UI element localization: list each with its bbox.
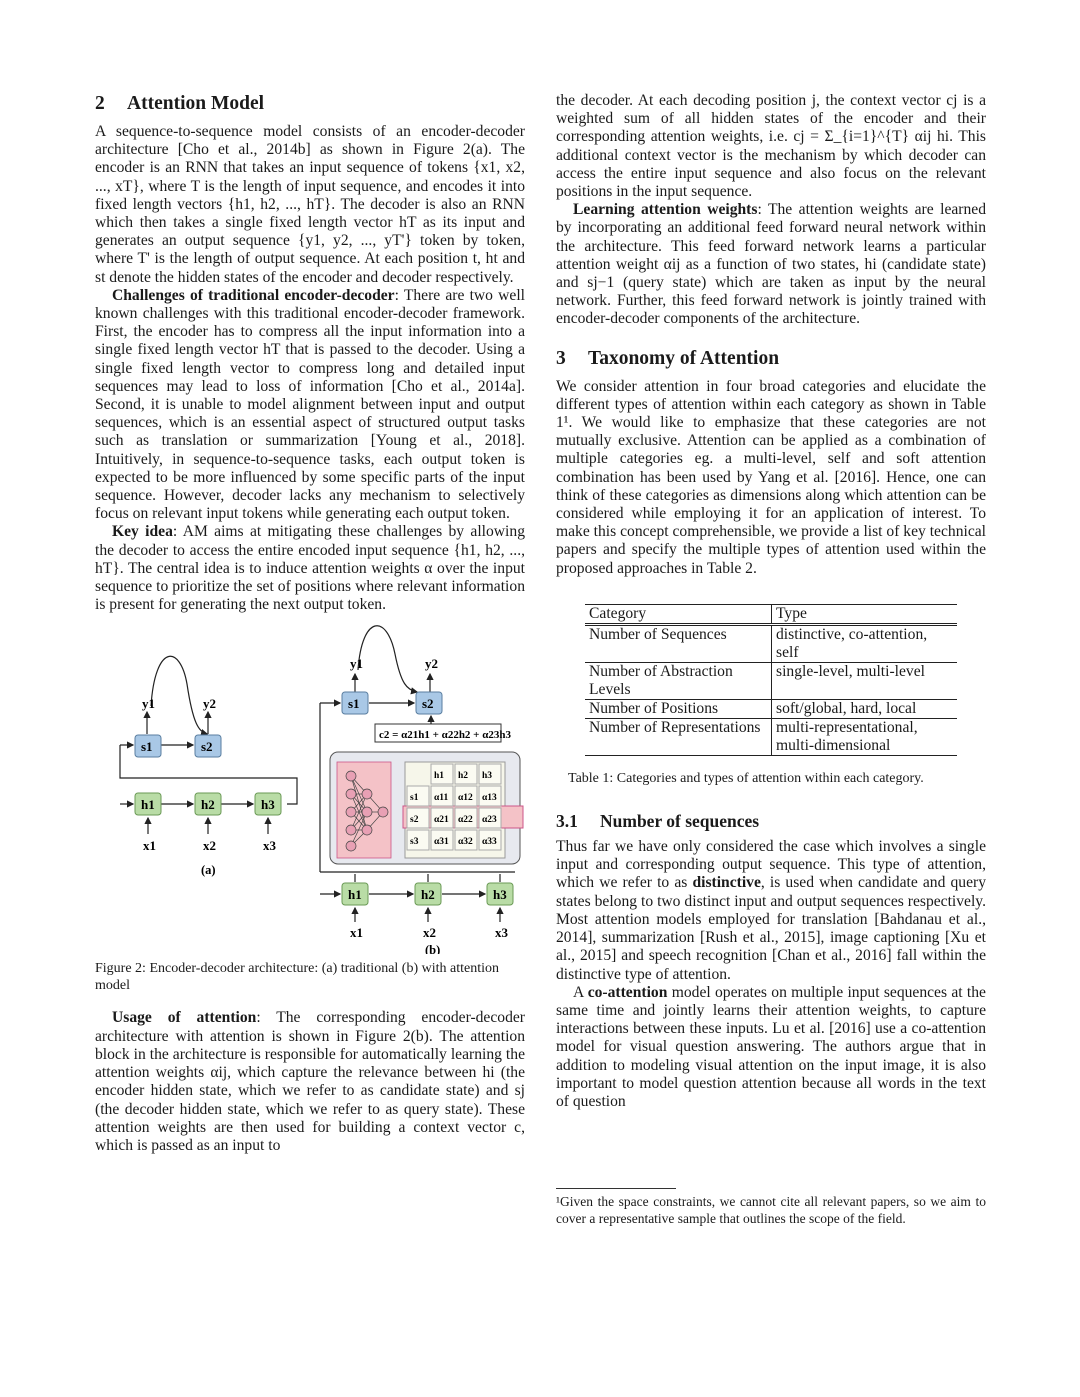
svg-text:h2: h2 [421, 887, 435, 903]
challenges-paragraph: Challenges of traditional encoder-decoder: There are two well known challenges with this traditional encoder-decoder framework. First, the encoder has to compress all the input information into a single fixed length vector hT that is passed to the decoder. Using a single fixed length vector to compress long and detailed input sequences may lead to loss of information [Cho et al., 2014a]. Second, it is unable to model alignment between input and output sequences, which is an essential aspect of structured output tasks such as translation or summarization [Young et al., 2018]. Intuitively, in sequence-to-sequence tasks, each output token is expected to be more influenced by some specific parts of the input sequence. However, decoder lacks any mechanism to selectively focus on relevant input tokens while generating each output token. [95, 286, 525, 523]
matrix-col-header: h3 [482, 771, 493, 782]
matrix-cell: α23 [482, 815, 497, 826]
matrix-cell: α32 [458, 837, 473, 848]
section-2-paragraph-1: A sequence-to-sequence model consists of an encoder-decoder architecture [Cho et al., 2014b] as shown in Figure 2(a). The encoder is an RNN that takes an input sequence of tokens {x1, x2, ..., xT}, where T is the length of input sequence, and encodes it into fixed length vectors {h1, h2, ..., hT}. The decoder is also an RNN which then takes a single fixed length vector hT as its input and generates an output sequence {y1, y2, ..., yT'} token by token, where T' is the length of output sequence. At each position t, ht and st denote the hidden states of the encoder and decoder respectively. [95, 123, 525, 286]
figure-2b-attention [320, 626, 523, 872]
figure-2 [95, 624, 525, 954]
svg-text:x1: x1 [350, 925, 363, 941]
matrix-cell: α22 [458, 815, 473, 826]
table-cell: soft/global, hard, local [772, 699, 958, 718]
matrix-col-header: h2 [458, 771, 469, 782]
svg-text:h1: h1 [141, 797, 155, 813]
matrix-cell: α31 [434, 837, 449, 848]
table-cell: Number of Positions [585, 699, 772, 718]
table-cell: single-level, multi-level [772, 662, 958, 699]
svg-text:s2: s2 [422, 696, 434, 712]
matrix-row-header: s1 [410, 793, 419, 804]
right-column [556, 92, 986, 1111]
key-idea-label: Key idea [112, 523, 173, 541]
table-row [585, 662, 957, 699]
table-1-caption: Table 1: Categories and types of attention within each category. [568, 770, 924, 786]
matrix-cell: α21 [434, 815, 449, 826]
svg-text:y1: y1 [350, 656, 363, 672]
svg-text:h2: h2 [201, 797, 215, 813]
svg-text:x2: x2 [203, 838, 216, 854]
svg-text:h3: h3 [261, 797, 275, 813]
table-header-category: Category [585, 604, 772, 624]
svg-text:y2: y2 [425, 656, 438, 672]
figure-2b-encoder [320, 874, 513, 954]
svg-text:c2 = α21h1 + α22h2 + α23h3: c2 = α21h1 + α22h2 + α23h3 [379, 729, 511, 742]
figure-2-caption: Figure 2: Encoder-decoder architecture: (a) traditional (b) with attention model [95, 961, 499, 994]
table-header-row [585, 604, 957, 624]
svg-text:h3: h3 [493, 887, 507, 903]
table-cell: Number of Sequences [585, 624, 772, 662]
learning-label: Learning attention weights [573, 201, 758, 219]
svg-text:s1: s1 [348, 696, 360, 712]
table-row [585, 718, 957, 755]
svg-text:(a): (a) [201, 863, 216, 878]
figure-2-diagram [95, 624, 525, 954]
distinctive-term: distinctive [692, 874, 761, 892]
left-column [95, 92, 525, 1155]
section-3-1-paragraph-1: Thus far we have only considered the case which involves a single input and corresponding output sequence. This type of attention, which we refer to as distinctive, is used when candidate and query states belong to two distinct input and output sequences respectively. Most attention models employed for translation [Bahdanau et al., 2014], summarization [Rush et al., 2015], image captioning [Xu et al., 2015] and speech recognition [Chan et al., 2016] fall within the distinctive type of attention. [556, 838, 987, 983]
challenges-label: Challenges of traditional encoder-decoder [112, 286, 395, 304]
section-3-paragraph-1: We consider attention in four broad categories and elucidate the different types of attention within each category as shown in Table 1¹. We would like to emphasize that these categories are not mutually exclusive. Attention can be applied as a combination of multiple categories eg. a multi-level, self and soft attention combination has been used by Yang et al. [2016]. Hence, one can think of these categories as dimensions along which attention can be considered while employing it for an application of interest. To make this concept comprehensible, we provide a list of key technical papers and specify the multiple types of attention used within the proposed approaches in Table 2. [556, 377, 986, 577]
svg-text:y2: y2 [203, 696, 216, 712]
table-header-type: Type [772, 604, 958, 624]
table-cell: distinctive, co-attention, self [772, 624, 958, 662]
usage-paragraph: Usage of attention: The corresponding encoder-decoder architecture with attention is shown in Figure 2(b). The attention block in the architecture is responsible for automatically learning the attention weights αij, which capture the relevance between hi (the encoder hidden state, which we refer to as candidate state) and sj (the decoder hidden state, which we refer to as query state). These attention weights are then used for building a context vector c, which is passed as an input to [95, 1009, 525, 1154]
footnote-rule [556, 1188, 676, 1189]
table-cell: multi-representational, multi-dimensional [772, 718, 958, 755]
figure-2a-traditional [120, 657, 297, 878]
svg-text:x1: x1 [143, 838, 156, 854]
matrix-cell: α12 [458, 793, 473, 804]
table-row [585, 699, 957, 718]
section-2-continuation: the decoder. At each decoding position j, the context vector cj is a weighted sum of all hidden states of the encoder and their corresponding attention weights, i.e. cj = Σ_{i=1}^{T} αij hi. This additional context vector is the mechanism by which decoder can access the entire input sequence and also focus on the relevant positions in the input sequence. [556, 92, 986, 201]
svg-text:y1: y1 [142, 696, 155, 712]
usage-label: Usage of attention [112, 1009, 257, 1027]
matrix-row-header: s3 [410, 837, 419, 848]
matrix-cell: α11 [434, 793, 449, 804]
svg-text:x3: x3 [495, 925, 508, 941]
section-2-heading: 2 Attention Model [95, 93, 265, 114]
svg-text:s1: s1 [141, 739, 153, 755]
matrix-row-header: s2 [410, 815, 419, 826]
matrix-cell: α13 [482, 793, 497, 804]
footnote: ¹Given the space constraints, we cannot cite all relevant papers, so we aim to cover a representative sample that outlines the scope of the field. [556, 1188, 986, 1227]
learning-paragraph: Learning attention weights: The attention weights are learned by incorporating an additional feed forward neural network within the architecture. This feed forward network learns a particular attention weight αij as a function of two states, hi (candidate state) and sj−1 (query state) which are taken as input by the neural network. Further, this feed forward network is jointly trained with encoder-decoder components of the architecture. [556, 201, 987, 328]
section-3-1-paragraph-2: A co-attention model operates on multiple input sequences at the same time and jointly learns their attention weights, to capture interactions between these inputs. Lu et al. [2016] use a co-attention model for visual question answering. The authors argue that in addition to modeling visual attention on the input image, it is also important to model question attention because all words in the text of question [556, 983, 986, 1110]
matrix-cell: α33 [482, 837, 497, 848]
svg-text:x3: x3 [263, 838, 276, 854]
table-1 [585, 604, 957, 756]
svg-text:h1: h1 [348, 887, 362, 903]
table-row [585, 624, 957, 662]
table-cell: Number of Representations [585, 718, 772, 755]
section-3-1-heading: 3.1 Number of sequences [556, 811, 760, 832]
svg-text:(b): (b) [425, 943, 441, 955]
table-cell: Number of Abstraction Levels [585, 662, 772, 699]
matrix-col-header: h1 [434, 771, 445, 782]
co-attention-term: co-attention [587, 983, 668, 1001]
key-idea-paragraph: Key idea: AM aims at mitigating these challenges by allowing the decoder to access the entire encoded input sequence {h1, h2, ..., hT}. The central idea is to induce attention weights α over the input sequence to prioritize the set of positions where relevant information is present for generating the next output token. [95, 523, 525, 614]
section-3-heading: 3 Taxonomy of Attention [556, 347, 780, 369]
svg-text:s2: s2 [201, 739, 213, 755]
svg-text:x2: x2 [423, 925, 436, 941]
